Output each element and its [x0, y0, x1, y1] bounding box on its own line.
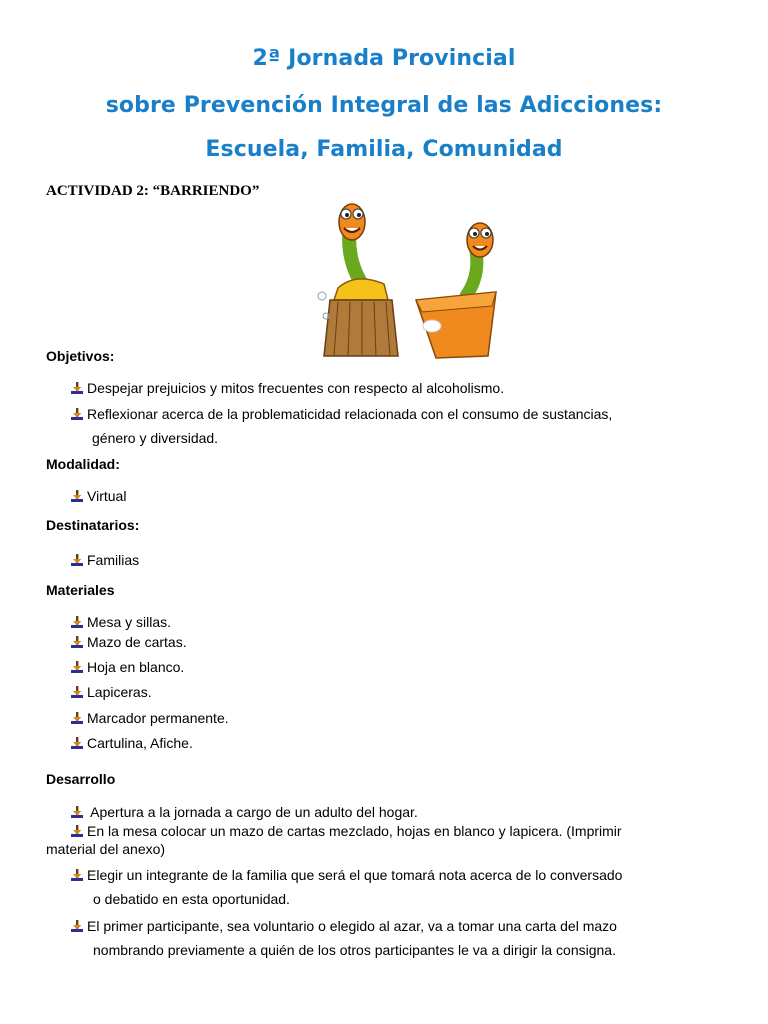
arrow-bullet-icon	[71, 920, 83, 932]
list-item-text: Lapiceras.	[87, 684, 152, 700]
list-item-text: Marcador permanente.	[87, 710, 229, 726]
arrow-bullet-icon	[71, 616, 83, 628]
arrow-bullet-icon	[71, 554, 83, 566]
destinatarios-heading: Destinatarios:	[46, 517, 140, 533]
list-item-continuation: material del anexo)	[46, 841, 166, 857]
objetivos-heading: Objetivos:	[46, 348, 115, 364]
list-item-text: En la mesa colocar un mazo de cartas mezclado, hojas en blanco y lapicera. (Imprimir	[87, 823, 622, 839]
arrow-bullet-icon	[71, 825, 83, 837]
list-item	[71, 734, 193, 752]
list-item	[71, 866, 622, 884]
arrow-bullet-icon	[71, 408, 83, 420]
list-item-text: Reflexionar acerca de la problematicidad relacionada con el consumo de sustancias,	[87, 406, 613, 422]
arrow-bullet-icon	[71, 737, 83, 749]
list-item-text: Despejar prejuicios y mitos frecuentes con respecto al alcoholismo.	[87, 380, 505, 396]
arrow-bullet-icon	[71, 636, 83, 648]
list-item-text: Hoja en blanco.	[87, 659, 185, 675]
title-line-1: 2ª Jornada Provincial	[252, 46, 516, 71]
list-item-text: Mazo de cartas.	[87, 634, 187, 650]
list-item	[71, 803, 418, 821]
arrow-bullet-icon	[71, 712, 83, 724]
arrow-bullet-icon	[71, 661, 83, 673]
list-item	[71, 709, 229, 727]
title-line-2: sobre Prevención Integral de las Adicciones:	[105, 93, 663, 118]
list-item	[71, 917, 617, 935]
activity-title: ACTIVIDAD 2: “BARRIENDO”	[46, 183, 260, 199]
modalidad-heading: Modalidad:	[46, 456, 120, 472]
arrow-bullet-icon	[71, 686, 83, 698]
list-item-text: Mesa y sillas.	[87, 614, 172, 630]
arrow-bullet-icon	[71, 490, 83, 502]
arrow-bullet-icon	[71, 869, 83, 881]
list-item-continuation: género y diversidad.	[92, 430, 219, 446]
list-item	[71, 379, 504, 397]
arrow-bullet-icon	[71, 382, 83, 394]
list-item	[71, 658, 184, 676]
list-item-text: Apertura a la jornada a cargo de un adulto del hogar.	[87, 804, 418, 820]
list-item	[71, 551, 139, 569]
list-item	[71, 405, 612, 423]
desarrollo-heading: Desarrollo	[46, 771, 116, 787]
broom-and-dustpan-icon	[316, 196, 500, 366]
list-item-text: El primer participante, sea voluntario o elegido al azar, va a tomar una carta del mazo	[87, 918, 617, 934]
list-item-text: Elegir un integrante de la familia que será el que tomará nota acerca de lo conversado	[87, 867, 623, 883]
arrow-bullet-icon	[71, 806, 83, 818]
list-item-text: Virtual	[87, 488, 127, 504]
list-item	[71, 633, 187, 651]
list-item-continuation: nombrando previamente a quién de los otros participantes le va a dirigir la consigna.	[93, 942, 616, 958]
list-item-continuation: o debatido en esta oportunidad.	[93, 891, 290, 907]
list-item-text: Familias	[87, 552, 140, 568]
list-item	[71, 683, 152, 701]
list-item	[71, 487, 126, 505]
title-line-3: Escuela, Familia, Comunidad	[205, 137, 563, 162]
list-item	[71, 613, 171, 631]
list-item	[71, 822, 622, 840]
materiales-heading: Materiales	[46, 582, 115, 598]
list-item-text: Cartulina, Afiche.	[87, 735, 193, 751]
